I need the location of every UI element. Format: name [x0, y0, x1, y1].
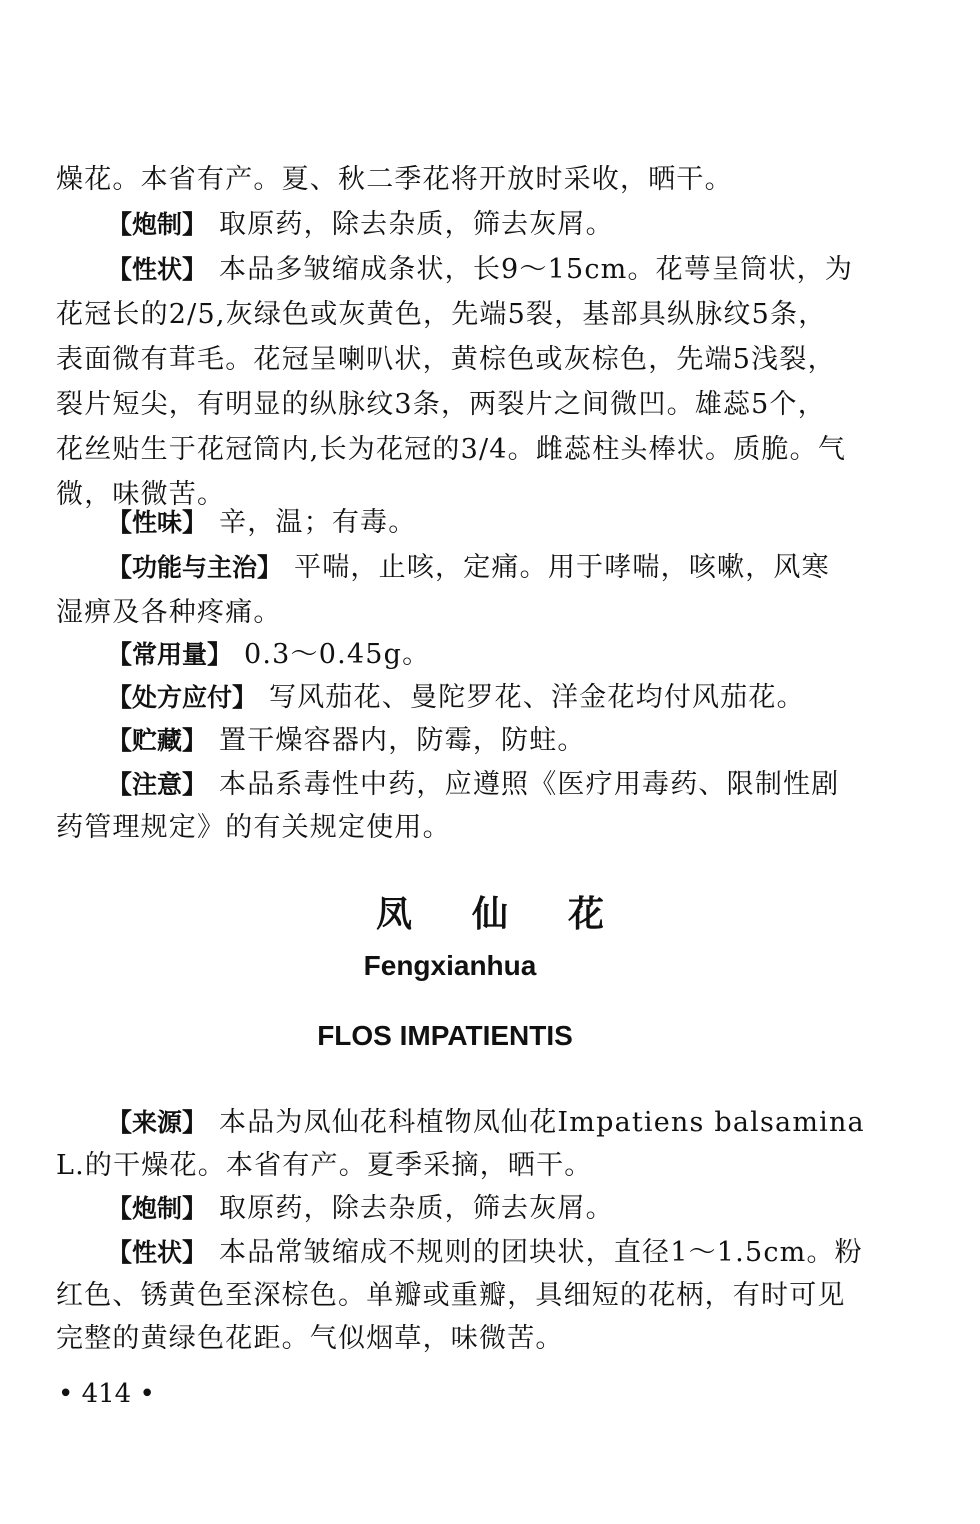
page-number: • 414 • [58, 1379, 155, 1409]
entry-source-line [107, 1103, 865, 1143]
prev-functions-line: 湿痹及各种疼痛。 [56, 597, 282, 628]
section-tag: 【处方应付】 [107, 683, 258, 712]
section-text: 取原药，除去杂质，筛去灰屑。 [219, 209, 614, 240]
prev-description-line: 花冠长的2/5,灰绿色或灰黄色，先端5裂，基部具纵脉纹5条， [56, 299, 827, 330]
section-text: 本品多皱缩成条状，长9～15cm。花萼呈筒状，为 [219, 254, 854, 285]
prev-properties [107, 503, 847, 543]
section-text: 平喘，止咳，定痛。用于哮喘，咳嗽，风寒 [294, 552, 830, 583]
entry-title-chinese: 凤仙花 [375, 894, 664, 935]
section-text: 辛，温；有毒。 [219, 507, 417, 538]
prev-description-line: 裂片短尖，有明显的纵脉纹3条，两裂片之间微凹。雄蕊5个， [56, 389, 826, 420]
section-tag: 【常用量】 [107, 640, 233, 669]
entry-description-line [107, 1233, 863, 1273]
entry-description-line: 完整的黄绿色花距。气似烟草，味微苦。 [56, 1323, 564, 1354]
section-tag: 【来源】 [107, 1108, 208, 1137]
prev-processing [107, 205, 847, 245]
entry-title-latin: FLOS IMPATIENTIS [317, 1020, 573, 1051]
entry-title-pinyin: Fengxianhua [363, 950, 537, 981]
section-text: 写风茄花、曼陀罗花、洋金花均付风茄花。 [269, 682, 805, 713]
section-tag: 【性状】 [107, 1238, 208, 1267]
prev-description-line: 表面微有茸毛。花冠呈喇叭状，黄棕色或灰棕色，先端5浅裂， [56, 344, 836, 375]
prev-caution-line: 药管理规定》的有关规定使用。 [56, 812, 451, 843]
entry-description-line: 红色、锈黄色至深棕色。单瓣或重瓣，具细短的花柄，有时可见 [56, 1280, 846, 1311]
prev-origin-line: 燥花。本省有产。夏、秋二季花将开放时采收，晒干。 [56, 164, 733, 195]
prev-storage [107, 721, 847, 761]
section-text: 本品常皱缩成不规则的团块状，直径1～1.5cm。粉 [219, 1237, 863, 1268]
section-tag: 【炮制】 [107, 210, 208, 239]
section-text: 本品系毒性中药，应遵照《医疗用毒药、限制性剧 [219, 769, 840, 800]
entry-processing [107, 1189, 847, 1229]
prev-dosage [107, 635, 847, 675]
section-text: 0.3～0.45g。 [244, 639, 431, 670]
section-tag: 【注意】 [107, 770, 208, 799]
section-text: 本品为凤仙花科植物凤仙花Impatiens balsamina [219, 1107, 865, 1138]
prev-description-line: 花丝贴生于花冠筒内,长为花冠的3/4。雌蕊柱头棒状。质脆。气 [56, 434, 847, 465]
prev-description-line: 微，味微苦。 [56, 479, 226, 510]
prev-description-line [107, 250, 854, 290]
prev-caution-line [107, 765, 847, 805]
prev-prescription [107, 678, 847, 718]
section-tag: 【贮藏】 [107, 726, 208, 755]
section-tag: 【炮制】 [107, 1194, 208, 1223]
section-tag: 【性状】 [107, 255, 208, 284]
section-text: 取原药，除去杂质，筛去灰屑。 [219, 1193, 614, 1224]
section-tag: 【功能与主治】 [107, 553, 283, 582]
entry-source-line: L.的干燥花。本省有产。夏季采摘，晒干。 [56, 1150, 593, 1181]
section-tag: 【性味】 [107, 508, 208, 537]
section-text: 置干燥容器内，防霉，防蛀。 [219, 725, 586, 756]
prev-functions-line [107, 548, 847, 588]
